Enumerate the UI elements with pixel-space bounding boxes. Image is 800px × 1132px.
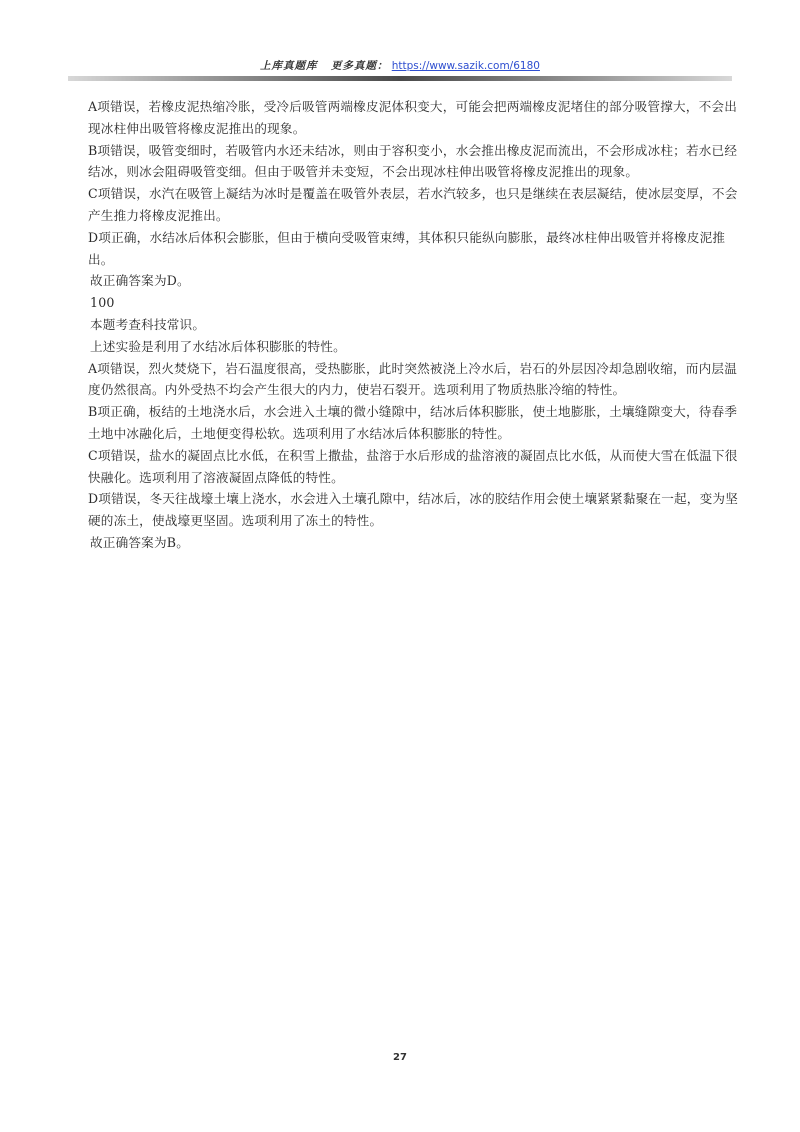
question-number: 100: [90, 295, 115, 311]
page-header: [70, 58, 730, 76]
paragraph-option-a-1: A项错误，若橡皮泥热缩冷胀，受冷后吸管两端橡皮泥体积变大，可能会把两端橡皮泥堵住的部分吸管撑大，不会出现冰柱伸出吸管将橡皮泥推出的现象。: [88, 99, 737, 136]
header-brand: 上库真题库: [260, 60, 318, 72]
paragraph-option-b-1: B项错误，吸管变细时，若吸管内水还未结冰，则由于容积变小，水会推出橡皮泥而流出，不会形成冰柱；若水已经结冰，则冰会阻碍吸管变细。但由于吸管并未变短，不会出现冰柱伸出吸管将橡皮泥推出的现象。: [88, 142, 738, 180]
paragraph-option-d-1: D项正确，水结冰后体积会膨胀，但由于横向受吸管束缚，其体积只能纵向膨胀，最终冰柱伸出吸管并将橡皮泥推出。: [88, 229, 726, 267]
paragraph-option-a-2: A项错误，烈火焚烧下，岩石温度很高，受热膨胀，此时突然被浇上冷水后，岩石的外层因冷却急剧收缩，而内层温度仍然很高。内外受热不均会产生很大的内力，使岩石裂开。选项利用了物质热胀冷缩的特性。: [88, 360, 737, 398]
paragraph-answer-1: 故正确答案为D。: [90, 273, 190, 289]
paragraph-topic: 本题考查科技常识。: [90, 316, 206, 332]
paragraph-option-b-2: B项正确，板结的土地浇水后，水会进入土壤的微小缝隙中，结冰后体积膨胀，使土地膨胀，土壤缝隙变大，待春季土地中冰融化后，土地便变得松软。选项利用了水结冰后体积膨胀的特性。: [88, 404, 738, 441]
page-number: 27: [393, 1052, 407, 1063]
document-body: [90, 96, 742, 554]
paragraph-answer-2: 故正确答案为B。: [90, 534, 190, 550]
paragraph-option-d-2: D项错误，冬天往战壕土壤上浇水，水会进入土壤孔隙中，结冰后，冰的胶结作用会使土壤紧紧黏聚在一起，变为坚硬的冻土，使战壕更坚固。选项利用了冻土的特性。: [88, 491, 738, 529]
header-link[interactable]: https://www.sazik.com/6180: [391, 60, 540, 72]
header-more-label: 更多真题：: [330, 60, 389, 72]
header-divider: [68, 76, 732, 81]
paragraph-principle: 上述实验是利用了水结冰后体积膨胀的特性。: [90, 338, 346, 354]
paragraph-option-c-1: C项错误，水汽在吸管上凝结为冰时是覆盖在吸管外表层，若水汽较多，也只是继续在表层凝结，使冰层变厚，不会产生推力将橡皮泥推出。: [88, 186, 738, 223]
paragraph-option-c-2: C项错误，盐水的凝固点比水低，在积雪上撒盐，盐溶于水后形成的盐溶液的凝固点比水低，从而使大雪在低温下很快融化。选项利用了溶液凝固点降低的特性。: [88, 447, 738, 485]
